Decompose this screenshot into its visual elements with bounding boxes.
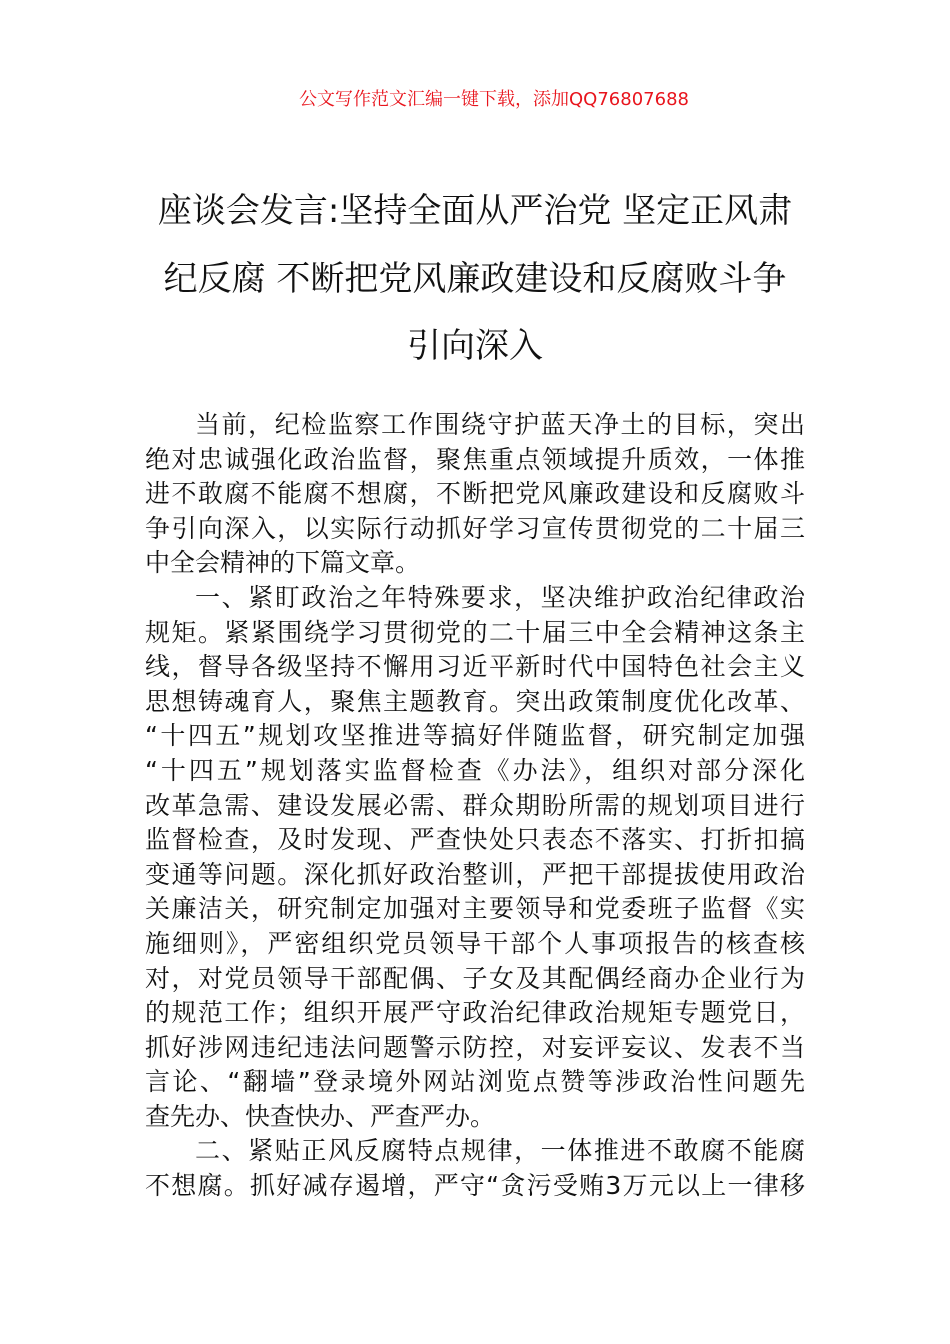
- download-banner: 公文写作范文汇编一键下载，添加QQ76807688: [299, 89, 689, 110]
- text-line: 对，对党员领导干部配偶、子女及其配偶经商办企业行为: [145, 963, 805, 993]
- text-line: 规矩。紧紧围绕学习贯彻党的二十届三中全会精神这条主: [145, 617, 805, 647]
- paragraph: [145, 408, 805, 581]
- text-line: 中全会精神的下篇文章。: [145, 548, 421, 578]
- text-line: 抓好涉网违纪违法问题警示防控，对妄评妄议、发表不当: [145, 1032, 805, 1062]
- paragraph: [145, 581, 805, 1135]
- paragraph: [145, 1134, 805, 1203]
- title-line: 引向深入: [407, 326, 543, 366]
- title-line: 纪反腐 不断把党风廉政建设和反腐败斗争: [163, 258, 787, 299]
- document-title: [140, 178, 810, 381]
- text-line: 当前，纪检监察工作围绕守护蓝天净土的目标，突出: [195, 410, 805, 439]
- text-line: 绝对忠诚强化政治监督，聚焦重点领域提升质效，一体推: [145, 444, 805, 474]
- text-line: 关廉洁关，研究制定加强对主要领导和党委班子监督《实: [145, 894, 805, 924]
- text-line: “十四五”规划攻坚推进等搞好伴随监督，研究制定加强: [145, 721, 805, 751]
- text-line: 思想铸魂育人，聚焦主题教育。突出政策制度优化改革、: [145, 686, 805, 716]
- text-line: 一、紧盯政治之年特殊要求，坚决维护政治纪律政治: [195, 582, 805, 612]
- text-line: 监督检查，及时发现、严查快处只表态不落实、打折扣搞: [145, 825, 805, 855]
- text-line: 进不敢腐不能腐不想腐，不断把党风廉政建设和反腐败斗: [145, 479, 805, 509]
- text-line: 查先办、快查快办、严查严办。: [145, 1101, 496, 1131]
- title-line: 座谈会发言:坚持全面从严治党 坚定正风肃: [157, 191, 793, 231]
- text-line: “十四五”规划落实监督检查《办法》，组织对部分深化: [145, 755, 805, 785]
- text-line: 的规范工作；组织开展严守政治纪律政治规矩专题党日，: [145, 998, 805, 1028]
- text-line: 争引向深入，以实际行动抓好学习宣传贯彻党的二十届三: [145, 513, 805, 543]
- text-line: 改革急需、建设发展必需、群众期盼所需的规划项目进行: [145, 790, 805, 820]
- document-body: [145, 408, 805, 1204]
- text-line: 线，督导各级坚持不懈用习近平新时代中国特色社会主义: [145, 652, 805, 682]
- text-line: 言论、“翻墙”登录境外网站浏览点赞等涉政治性问题先: [145, 1067, 805, 1097]
- text-line: 不想腐。抓好减存遏增，严守“贪污受贿3万元以上一律移: [145, 1171, 805, 1201]
- text-line: 二、紧贴正风反腐特点规律，一体推进不敢腐不能腐: [195, 1136, 805, 1166]
- text-line: 变通等问题。深化抓好政治整训，严把干部提拔使用政治: [145, 859, 805, 889]
- text-line: 施细则》，严密组织党员领导干部个人事项报告的核查核: [145, 928, 805, 958]
